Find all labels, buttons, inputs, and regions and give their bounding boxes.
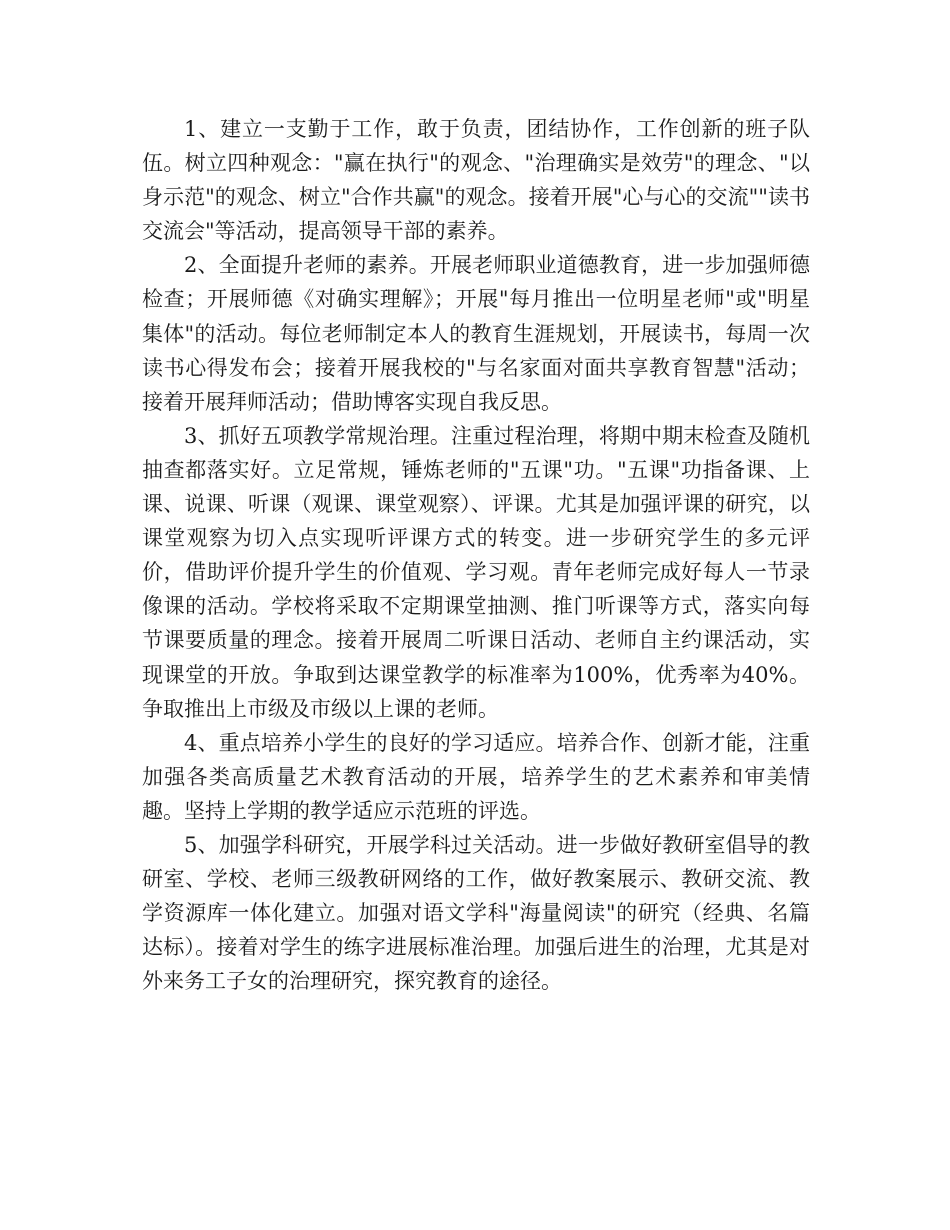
- paragraph-1: 1、建立一支勤于工作，敢于负责，团结协作，工作创新的班子队伍。树立四种观念："赢在执行"的观念、"治理确实是效劳"的理念、"以身示范"的观念、树立"合作共赢"的观念。接着开展"心与心的交流""读书交流会"等活动，提高领导干部的素养。: [142, 117, 810, 244]
- paragraph-2: 2、全面提升老师的素养。开展老师职业道德教育，进一步加强师德检查；开展师德《对确实理解》；开展"每月推出一位明星老师"或"明星集体"的活动。每位老师制定本人的教育生涯规划，开展读书，每周一次读书心得发布会；接着开展我校的"与名家面对面共享教育智慧"活动；接着开展拜师活动；借助博客实现自我反思。: [142, 253, 810, 414]
- paragraph-5: 5、加强学科研究，开展学科过关活动。进一步做好教研室倡导的教研室、学校、老师三级教研网络的工作，做好教案展示、教研交流、教学资源库一体化建立。加强对语文学科"海量阅读"的研究（经典、名篇达标）。接着对学生的练字进展标准治理。加强后进生的治理，尤其是对外来务工子女的治理研究，探究教育的途径。: [142, 832, 810, 994]
- document-body: [142, 112, 810, 998]
- paragraph-4: 4、重点培养小学生的良好的学习适应。培养合作、创新才能，注重加强各类高质量艺术教育活动的开展，培养学生的艺术素养和审美情趣。坚持上学期的教学适应示范班的评选。: [142, 730, 810, 823]
- paragraph-3: 3、抓好五项教学常规治理。注重过程治理，将期中期末检查及随机抽查都落实好。立足常规，锤炼老师的"五课"功。"五课"功指备课、上课、说课、听课（观课、课堂观察）、评课。尤其是加强评课的研究，以课堂观察为切入点实现听评课方式的转变。进一步研究学生的多元评价，借助评价提升学生的价值观、学习观。青年老师完成好每人一节录像课的活动。学校将采取不定期课堂抽测、推门听课等方式，落实向每节课要质量的理念。接着开展周二听课日活动、老师自主约课活动，实现课堂的开放。争取到达课堂教学的标准率为100%，优秀率为40%。争取推出上市级及市级以上课的老师。: [142, 423, 810, 721]
